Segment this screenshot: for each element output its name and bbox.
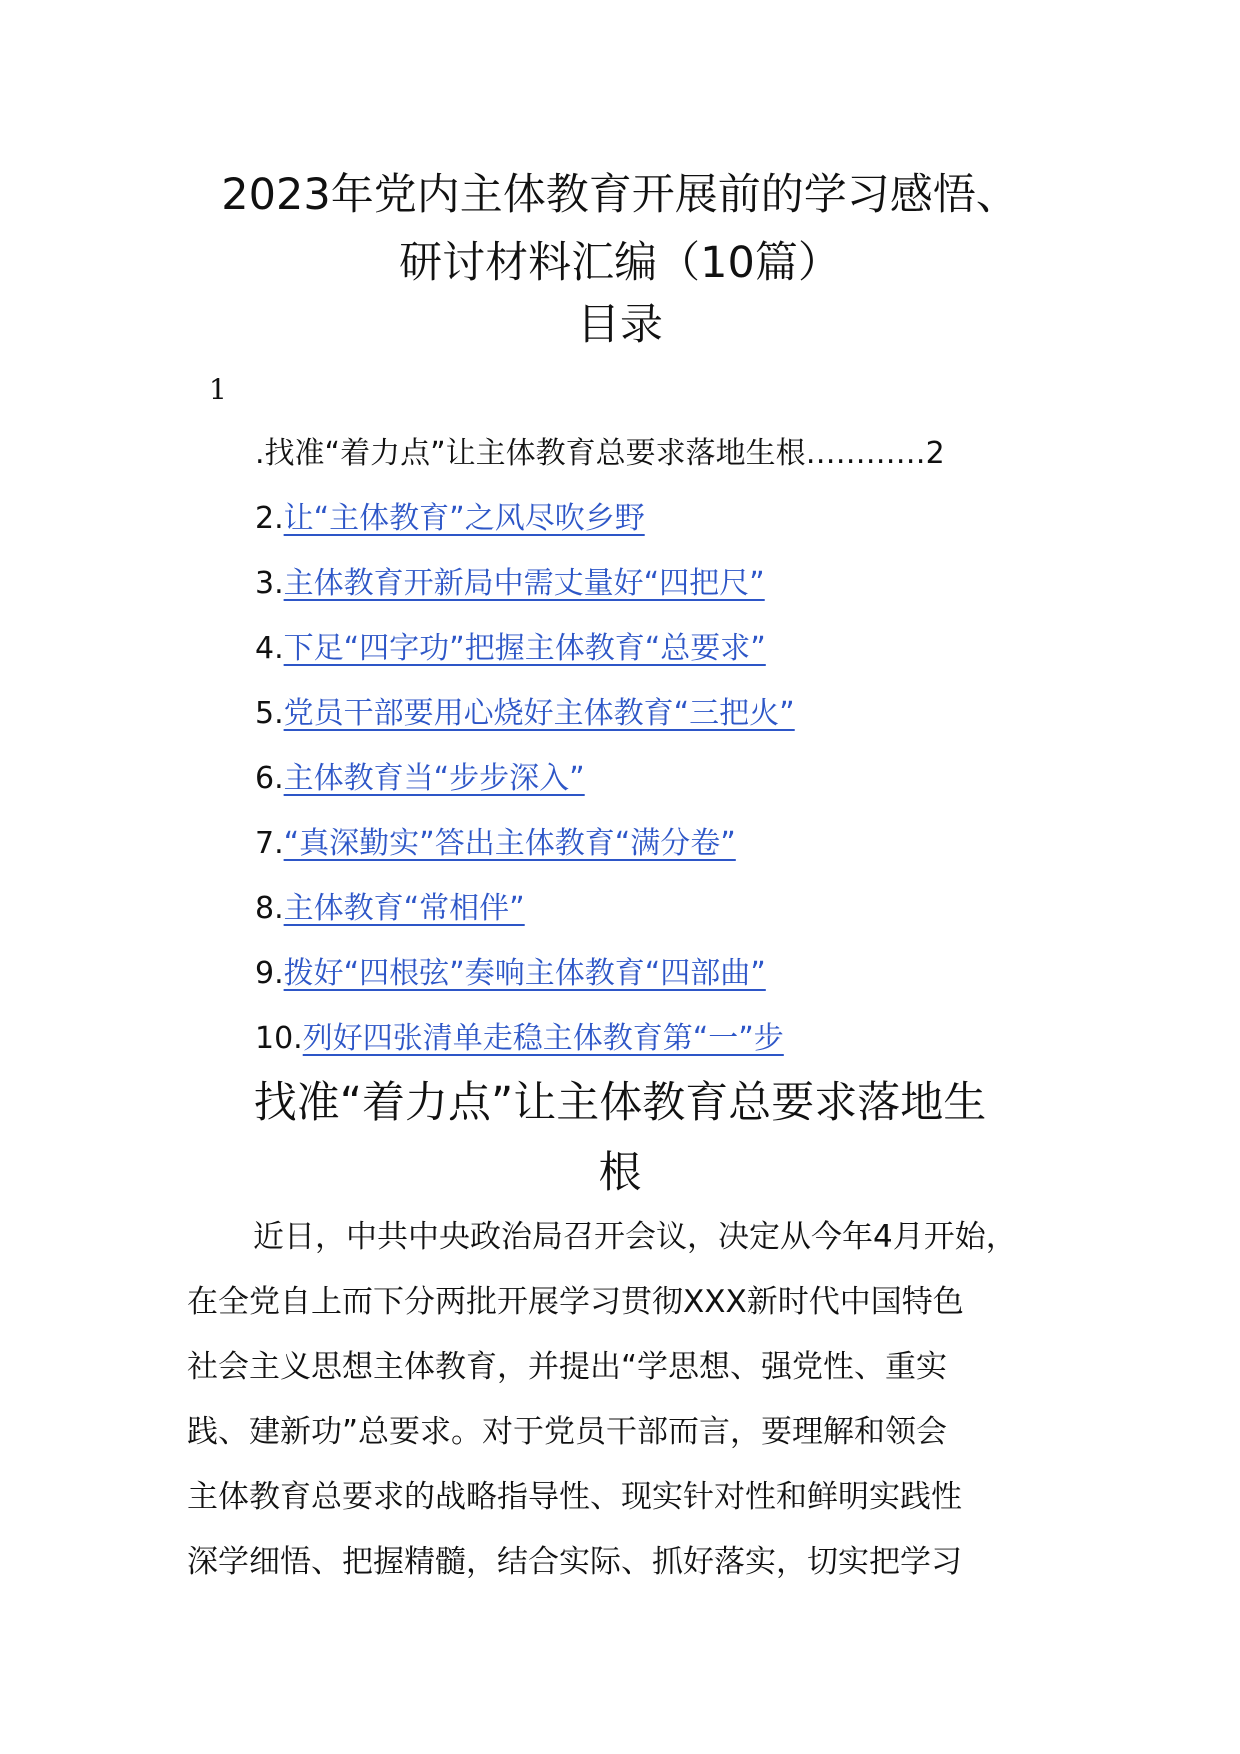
- section-body: [187, 1205, 1077, 1595]
- toc-item-link[interactable]: 让“主体教育”之风尽吹乡野: [283, 501, 645, 536]
- toc-item-link[interactable]: 党员干部要用心烧好主体教育“三把火”: [283, 696, 795, 731]
- toc-item-link[interactable]: 主体教育当“步步深入”: [283, 761, 585, 796]
- toc-item-link[interactable]: 下足“四字功”把握主体教育“总要求”: [283, 631, 766, 666]
- toc-item-number: 3.: [255, 566, 284, 601]
- body-line: 深学细悟、把握精髓，结合实际、抓好落实，切实把学习: [187, 1544, 962, 1580]
- toc-item-number: 8.: [255, 891, 284, 926]
- toc-item-link[interactable]: “真深勤实”答出主体教育“满分卷”: [283, 826, 736, 861]
- toc-item: [255, 497, 945, 562]
- toc-marker: 1: [209, 373, 227, 406]
- table-of-contents: [255, 432, 945, 1082]
- toc-item-link[interactable]: 拨好“四根弦”奏响主体教育“四部曲”: [283, 956, 766, 991]
- toc-item: [255, 432, 945, 497]
- toc-item-text: 找准“着力点”让主体教育总要求落地生根…………2: [264, 436, 945, 471]
- toc-item: [255, 757, 945, 822]
- section-title-line1: 找准“着力点”让主体教育总要求落地生: [253, 1078, 987, 1128]
- toc-item-number: 5.: [255, 696, 284, 731]
- toc-item-number: .: [255, 436, 265, 471]
- body-line: 近日，中共中央政治局召开会议，决定从今年4月开始，: [253, 1219, 1017, 1255]
- document-title-line2: 研讨材料汇编（10篇）: [399, 238, 841, 288]
- toc-item: [255, 887, 945, 952]
- toc-item-link[interactable]: 列好四张清单走稳主体教育第“一”步: [302, 1021, 784, 1056]
- toc-item-number: 10.: [255, 1021, 303, 1056]
- body-line: 主体教育总要求的战略指导性、现实针对性和鲜明实践性: [187, 1479, 962, 1515]
- document-title-line1: 2023年党内主体教育开展前的学习感悟、: [221, 170, 1019, 220]
- toc-item: [255, 822, 945, 887]
- toc-item-link[interactable]: 主体教育开新局中需丈量好“四把尺”: [283, 566, 765, 601]
- toc-item: [255, 562, 945, 627]
- section-title-line2: 根: [598, 1148, 642, 1198]
- body-line: 社会主义思想主体教育，并提出“学思想、强党性、重实: [187, 1349, 948, 1385]
- body-line: 在全党自上而下分两批开展学习贯彻XXX新时代中国特色: [187, 1284, 964, 1320]
- toc-item: [255, 627, 945, 692]
- toc-item-number: 6.: [255, 761, 284, 796]
- toc-item-link[interactable]: 主体教育“常相伴”: [283, 891, 525, 926]
- toc-item-number: 4.: [255, 631, 284, 666]
- toc-item: [255, 952, 945, 1017]
- toc-item: [255, 692, 945, 757]
- toc-item-number: 2.: [255, 501, 284, 536]
- toc-item-number: 7.: [255, 826, 284, 861]
- body-line: 践、建新功”总要求。对于党员干部而言，要理解和领会: [187, 1414, 948, 1450]
- toc-heading: 目录: [577, 300, 663, 350]
- toc-item-number: 9.: [255, 956, 284, 991]
